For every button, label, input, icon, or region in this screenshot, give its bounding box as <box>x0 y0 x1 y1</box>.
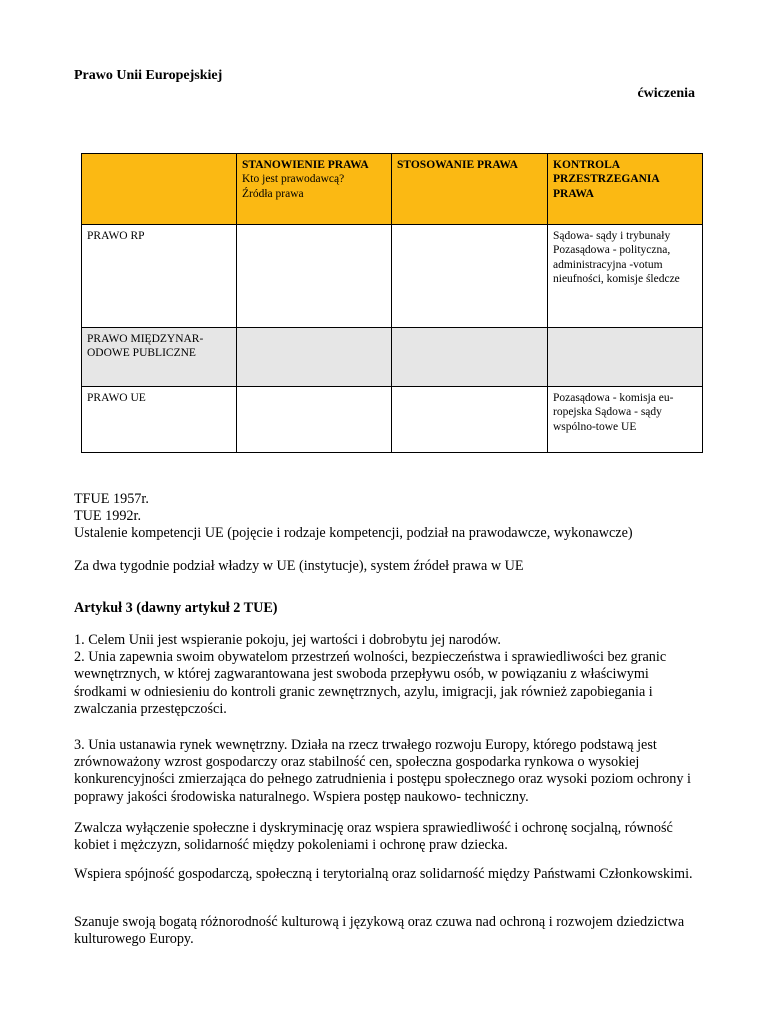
article-block <box>74 632 704 718</box>
table-cell <box>237 387 392 453</box>
table-row <box>82 387 703 453</box>
article-paragraph: 1. Celem Unii jest wspieranie pokoju, jej wartości i dobrobytu jej narodów. <box>74 632 501 648</box>
article-paragraph: Zwalcza wyłączenie społeczne i dyskryminację oraz wspiera sprawiedliwość i ochronę socjalną, równość kobiet i mężczyzn, solidarność między pokoleniami i ochronę praw dziecka. <box>74 820 673 854</box>
document-title: Prawo Unii Europejskiej <box>74 68 223 83</box>
table-cell <box>392 328 548 387</box>
header-sub: Kto jest prawodawcą? <box>242 173 345 186</box>
table-header-cell: STOSOWANIE PRAWA <box>392 154 548 225</box>
table-cell <box>237 328 392 387</box>
table-row <box>82 225 703 328</box>
table-cell <box>237 225 392 328</box>
article-paragraph: 2. Unia zapewnia swoim obywatelom przestrzeń wolności, bezpieczeństwa i sprawiedliwości bez granic wewnętrznych, w której zagwarantowana jest swoboda przepływu osób, w powiązaniu z właściwymi środkami w odniesieniu do kontroli granic zewnętrznych, azylu, imigracji, jak również zapobiegania i zwalczania przestępczości. <box>74 649 667 717</box>
law-table <box>81 153 703 453</box>
document-subtitle: ćwiczenia <box>637 86 695 101</box>
table-cell <box>392 225 548 328</box>
article-paragraph: Szanuje swoją bogatą różnorodność kulturową i językową oraz czuwa nad ochroną i rozwojem dziedzictwa kulturowego Europy. <box>74 914 685 948</box>
notes-block <box>74 491 704 543</box>
row-label: PRAWO RP <box>82 225 237 328</box>
table-cell <box>392 387 548 453</box>
table-header-cell <box>237 154 392 225</box>
header-label: STANOWIENIE PRAWA <box>242 159 369 171</box>
table-cell: Sądowa- sądy i trybunały Pozasądowa - polityczna, administracyjna -votum nieufności, komisje śledcze <box>548 225 703 328</box>
table-row <box>82 328 703 387</box>
table-header-cell: KONTROLA PRZESTRZEGANIA PRAWA <box>548 154 703 225</box>
row-label: PRAWO UE <box>82 387 237 453</box>
article-paragraph: Wspiera spójność gospodarczą, społeczną i terytorialną oraz solidarność między Państwami Członkowskimi. <box>74 866 693 882</box>
note-line: TFUE 1957r. <box>74 491 149 507</box>
note-line: TUE 1992r. <box>74 508 141 525</box>
table-cell: Pozasądowa - komisja eu-ropejska Sądowa - sądy wspólno-towe UE <box>548 387 703 453</box>
table-header-cell <box>82 154 237 225</box>
note-line: Ustalenie kompetencji UE (pojęcie i rodzaje kompetencji, podział na prawodawcze, wykonawcze) <box>74 525 633 542</box>
table-header-row <box>82 154 703 225</box>
article-paragraph: 3. Unia ustanawia rynek wewnętrzny. Działa na rzecz trwałego rozwoju Europy, którego podstawą jest zrównoważony wzrost gospodarczy oraz stabilność cen, społeczna gospodarka rynkowa o wysokiej konkurencyjności zmierzająca do pełnego zatrudnienia i postępu społecznego oraz wysoki poziom ochrony i poprawy jakości środowiska naturalnego. Wspiera postęp naukowo- techniczny. <box>74 737 691 805</box>
header-sub: Źródła prawa <box>242 187 304 200</box>
article-heading: Artykuł 3 (dawny artykuł 2 TUE) <box>74 600 278 616</box>
table-cell <box>548 328 703 387</box>
row-label: PRAWO MIĘDZYNAR-ODOWE PUBLICZNE <box>82 328 237 387</box>
note-line: Za dwa tygodnie podział władzy w UE (instytucje), system źródeł prawa w UE <box>74 558 524 574</box>
